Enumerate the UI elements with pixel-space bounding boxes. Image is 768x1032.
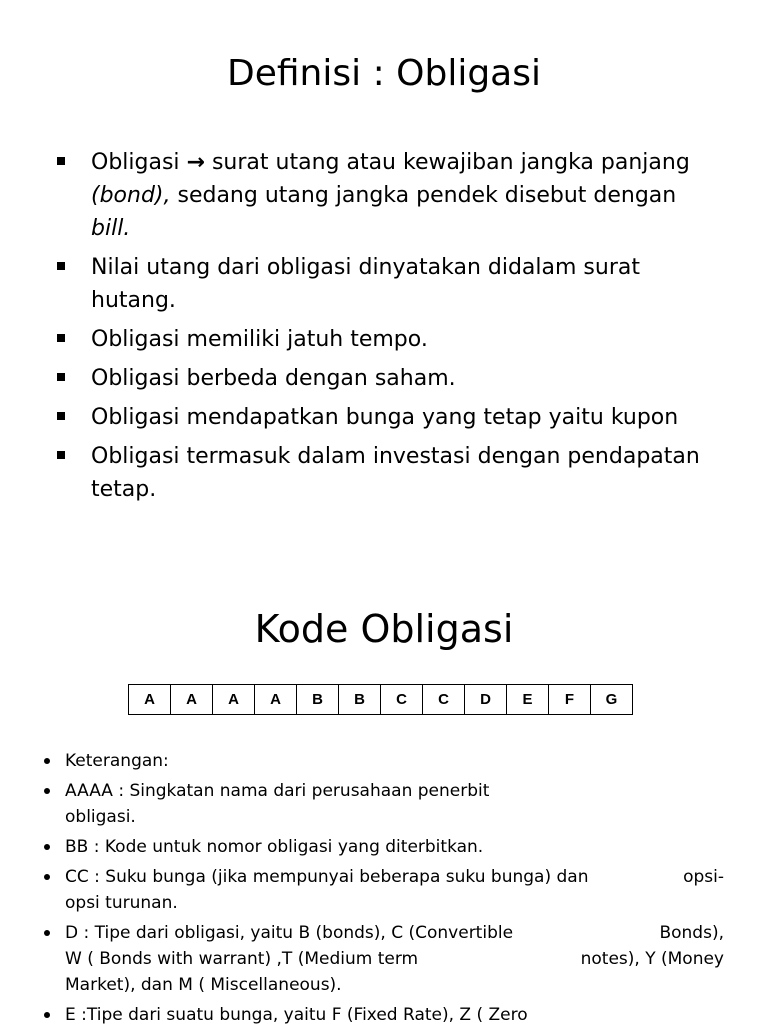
- note-text: opsi turunan.: [65, 893, 178, 913]
- bullet-text: Nilai utang dari obligasi dinyatakan didalam surat: [91, 255, 640, 280]
- bullet-item: [56, 401, 736, 434]
- code-cell: G: [591, 685, 633, 715]
- note-item: [44, 1002, 724, 1028]
- note-text: W ( Bonds with warrant) ,T (Medium term: [65, 949, 419, 969]
- right-arrow-icon: →: [186, 150, 205, 175]
- note-text: Bonds),: [659, 923, 724, 943]
- bullet-item: [56, 146, 736, 245]
- bullet-text: Obligasi termasuk dalam investasi dengan pendapatan: [91, 444, 700, 469]
- bullet-text: Obligasi berbeda dengan saham.: [91, 366, 456, 391]
- square-bullet-icon: [57, 262, 65, 270]
- note-item: [44, 778, 724, 830]
- square-bullet-icon: [57, 451, 65, 459]
- round-bullet-icon: [44, 930, 50, 936]
- note-text: notes), Y (Money: [580, 949, 724, 969]
- round-bullet-icon: [44, 1012, 50, 1018]
- bullet-italic-term: (bond),: [91, 183, 171, 208]
- round-bullet-icon: [44, 758, 50, 764]
- bullet-text: surat utang atau kewajiban jangka panjang: [204, 150, 690, 175]
- note-item: [44, 748, 724, 774]
- slide-title-definisi: Definisi : Obligasi: [227, 53, 541, 94]
- note-text: E :Tipe dari suatu bunga, yaitu F (Fixed Rate), Z ( Zero: [65, 1005, 528, 1025]
- square-bullet-icon: [57, 157, 65, 165]
- bullet-text: sedang utang jangka pendek disebut dengan: [170, 183, 677, 208]
- note-text: obligasi.: [65, 807, 136, 827]
- square-bullet-icon: [57, 412, 65, 420]
- bullet-item: [56, 362, 736, 395]
- note-line: [65, 946, 724, 972]
- code-cell: B: [339, 685, 381, 715]
- code-cell: A: [255, 685, 297, 715]
- bullet-text: hutang.: [91, 288, 176, 313]
- round-bullet-icon: [44, 844, 50, 850]
- code-cell: D: [465, 685, 507, 715]
- bullet-item: [56, 323, 736, 356]
- note-item: [44, 920, 724, 998]
- round-bullet-icon: [44, 788, 50, 794]
- code-cell: C: [423, 685, 465, 715]
- definition-bullet-list: [56, 146, 736, 512]
- note-text: Keterangan:: [65, 751, 169, 771]
- code-cell: A: [213, 685, 255, 715]
- bullet-text: Obligasi: [91, 150, 187, 175]
- code-cell: A: [129, 685, 171, 715]
- note-text: AAAA : Singkatan nama dari perusahaan penerbit: [65, 781, 490, 801]
- bullet-item: [56, 440, 736, 506]
- bullet-text: Obligasi memiliki jatuh tempo.: [91, 327, 428, 352]
- code-cell: C: [381, 685, 423, 715]
- code-cell: E: [507, 685, 549, 715]
- code-cell: B: [297, 685, 339, 715]
- code-cell: A: [171, 685, 213, 715]
- note-text: Market), dan M ( Miscellaneous).: [65, 975, 342, 995]
- bond-code-table: [128, 684, 633, 715]
- note-text: opsi-: [683, 867, 724, 887]
- note-text: CC : Suku bunga (jika mempunyai beberapa suku bunga) dan: [65, 867, 589, 887]
- code-row: [129, 685, 633, 715]
- square-bullet-icon: [57, 334, 65, 342]
- square-bullet-icon: [57, 373, 65, 381]
- round-bullet-icon: [44, 874, 50, 880]
- bullet-italic-term: bill.: [91, 216, 131, 241]
- note-item: [44, 834, 724, 860]
- slide-title-kode-obligasi: Kode Obligasi: [254, 607, 514, 651]
- note-item: [44, 864, 724, 916]
- bullet-text: tetap.: [91, 477, 157, 502]
- note-line: [65, 864, 724, 890]
- bullet-text: Obligasi mendapatkan bunga yang tetap yaitu kupon: [91, 405, 679, 430]
- note-line: [65, 920, 724, 946]
- bullet-item: [56, 251, 736, 317]
- note-text: BB : Kode untuk nomor obligasi yang diterbitkan.: [65, 837, 484, 857]
- code-cell: F: [549, 685, 591, 715]
- note-text: D : Tipe dari obligasi, yaitu B (bonds), C (Convertible: [65, 923, 514, 943]
- code-notes-list: [44, 748, 724, 1032]
